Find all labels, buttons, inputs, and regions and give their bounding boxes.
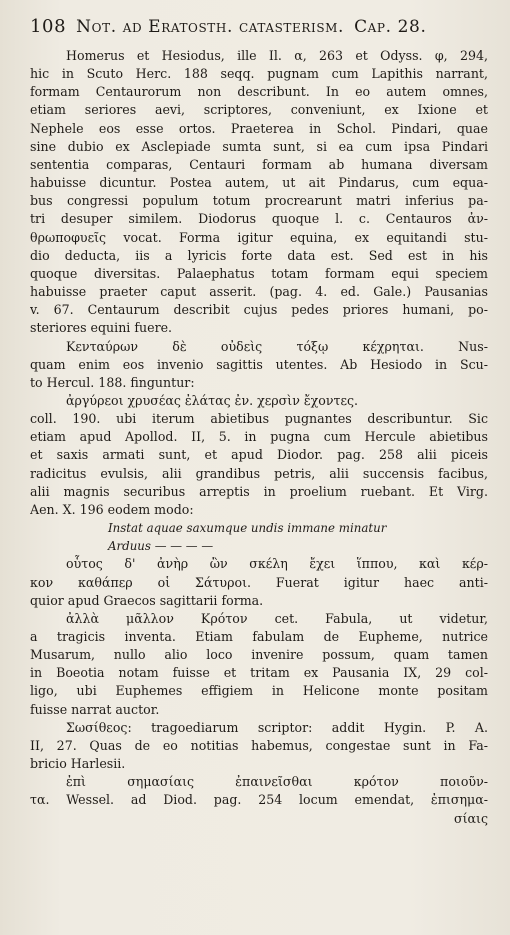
text-line: Nephele eos esse ortos. Praeterea in Schol. Pindari, quae <box>30 120 488 136</box>
text-line: ἐπὶ σημασίαις ἐπαινεῖσθαι κρότον ποιοῦν- <box>66 774 488 790</box>
text-line: quam enim eos invenio sagittis utentes. Ab Hesiodo in Scu- <box>30 356 488 372</box>
text-line: coll. 190. ubi iterum abietibus pugnantes describuntur. Sic <box>30 411 488 427</box>
text-line: steriores equini fuere. <box>30 320 173 336</box>
text-line: τα. Wessel. ad Diod. pag. 254 locum emendat, ἐπισημα- <box>30 792 488 808</box>
text-line: hic in Scuto Herc. 188 seqq. pugnam cum Lapithis narrant, <box>30 66 488 82</box>
text-line: Arduus — — — — <box>108 539 214 554</box>
text-line: et saxis armati sunt, et apud Diodor. pag. 258 alii piceis <box>30 447 488 463</box>
text-line: οὗτος δ' ἀνὴρ ὢν σκέλη ἔχει ἵππου, καὶ κέρ- <box>66 556 488 572</box>
text-line: κον καθάπερ οἱ Σάτυροι. Fuerat igitur haec anti- <box>30 574 488 590</box>
text-line: habuisse dicuntur. Postea autem, ut ait Pindarus, cum equa- <box>30 175 488 191</box>
text-line: etiam seriores aevi, scriptores, conveniunt, ex Ixione et <box>30 102 488 118</box>
text-line: Homerus et Hesiodus, ille Il. α, 263 et Odyss. φ, 294, <box>66 48 488 63</box>
text-line: bricio Harlesii. <box>30 756 126 772</box>
page-body-text <box>30 47 488 828</box>
text-line: a tragicis inventa. Etiam fabulam de Eupheme, nutrice <box>30 629 488 644</box>
text-line: radicitus evulsis, alii grandibus petris, alii succensis facibus, <box>30 465 488 481</box>
text-line: quior apud Graecos sagittarii forma. <box>30 592 264 608</box>
text-line: bus congressi populum totum procrearunt matri inferius pa- <box>30 193 488 209</box>
text-line: alii magnis securibus arreptis in proelium ruebant. Et Virg. <box>30 483 488 499</box>
text-line: Σωσίθεος: tragoediarum scriptor: addit Hygin. P. A. <box>66 719 488 735</box>
chapter-label: Cap. 28. <box>354 17 427 37</box>
text-line: σίαις <box>453 810 488 826</box>
text-line: sententia comparas, Centauri formam ab humana diversam <box>30 156 488 172</box>
text-line: θρωποφυεῖς vocat. Forma igitur equina, ex equitandi stu- <box>30 229 488 245</box>
text-line: in Boeotia notam fuisse et tritam ex Pausania IX, 29 col- <box>30 665 488 681</box>
text-line: fuisse narrat auctor. <box>30 701 160 717</box>
text-line: formam Centaurorum non describunt. In eo autem omnes, <box>30 84 488 100</box>
text-line: Musarum, nullo alio loco invenire possum, quam tamen <box>30 647 488 663</box>
text-line: etiam apud Apollod. II, 5. in pugna cum Hercule abietibus <box>30 429 488 445</box>
text-line: sine dubio ex Asclepiade sumta sunt, si ea cum ipsa Pindari <box>30 138 488 154</box>
text-line: Instat aquae saxumque undis immane minatur <box>108 521 387 536</box>
text-line: tri desuper similem. Diodorus quoque l. c. Centauros ἀν- <box>30 211 488 227</box>
text-line: to Hercul. 188. finguntur: <box>30 374 195 390</box>
text-line: quoque diversitas. Palaephatus totam formam equi speciem <box>30 265 488 281</box>
text-line: II, 27. Quas de eo notitias habemus, congestae sunt in Fa- <box>30 737 488 753</box>
running-title: Not. ad Eratosth. catasterism. <box>76 17 345 37</box>
text-line: Aen. X. 196 eodem modo: <box>30 501 194 517</box>
text-line: ἀλλὰ μᾶλλον Κρότον cet. Fabula, ut videtur, <box>66 610 488 626</box>
text-line: ligo, ubi Euphemes effigiem in Helicone monte positam <box>30 683 488 699</box>
page-number: 108 <box>30 16 67 37</box>
text-line: habuisse praeter caput asserit. (pag. 4. ed. Gale.) Pausanias <box>30 284 488 300</box>
text-line: dio deducta, iis a lyricis forte data est. Sed est in his <box>30 247 488 263</box>
running-header <box>30 16 488 37</box>
text-line: Κενταύρων δὲ οὐδεὶς τόξῳ κέχρηται. Nus- <box>66 338 488 354</box>
text-line: ἀργύρεοι χρυσέας ἐλάτας ἐν. χερσὶν ἔχοντες. <box>66 392 359 408</box>
text-line: v. 67. Centaurum describit cujus pedes priores humani, po- <box>30 302 488 318</box>
